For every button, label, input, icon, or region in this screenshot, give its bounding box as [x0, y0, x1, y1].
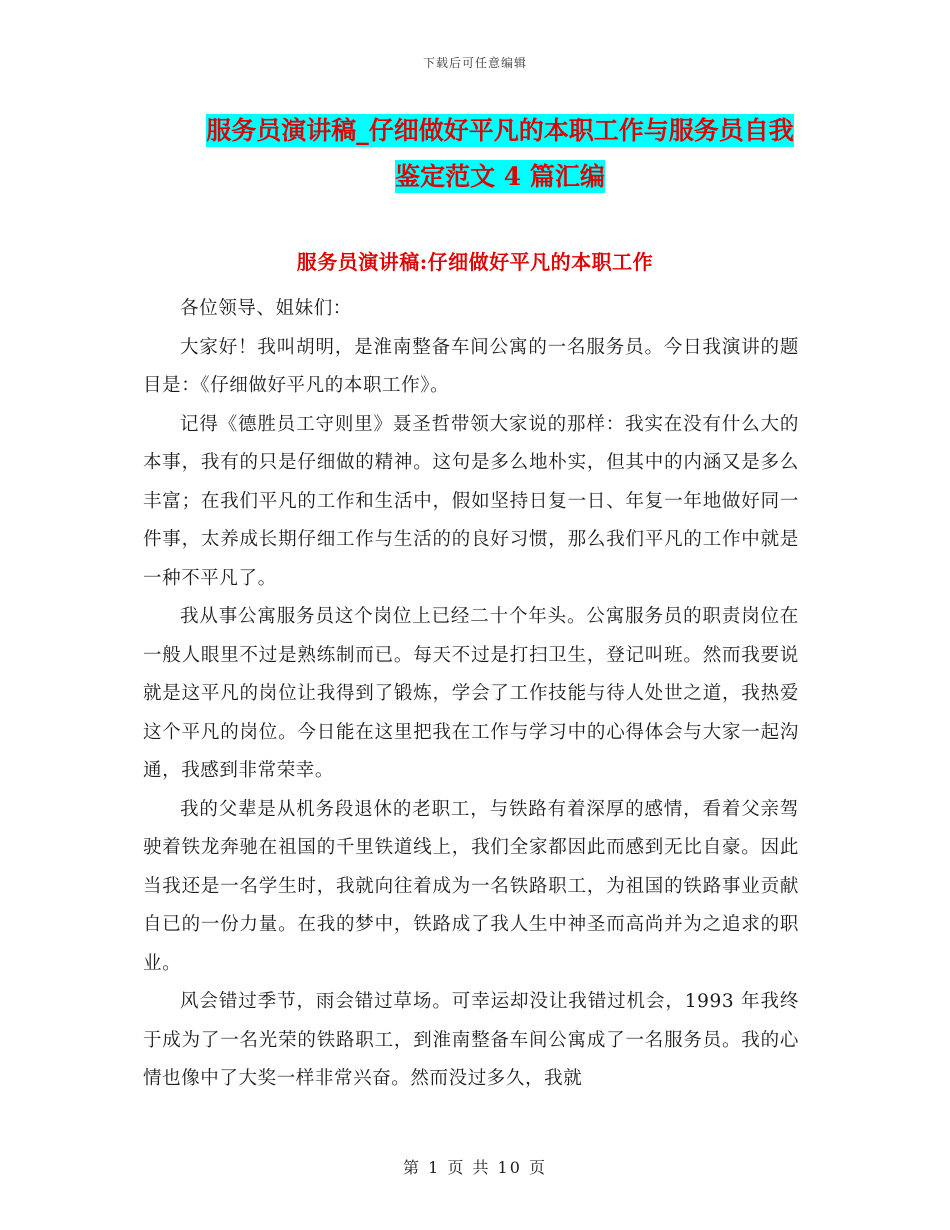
header-note: 下载后可任意编辑: [422, 56, 527, 70]
page-footer: 第 1 页 共 10 页: [403, 1158, 547, 1177]
document-title: [140, 108, 860, 200]
document-title-line-1: 服务员演讲稿_仔细做好平凡的本职工作与服务员自我: [206, 116, 794, 145]
paragraph: 我的父辈是从机务段退休的老职工，与铁路有着深厚的感情，看着父亲驾驶着铁龙奔驰在祖国的千里铁道线上，我们全家都因此而感到无比自豪。因此当我还是一名学生时，我就向往着成为一名铁路职工，为祖国的铁路事业贡献自已的一份力量。在我的梦中，铁路成了我人生中神圣而高尚并为之追求的职业。: [143, 798, 799, 974]
section-heading: 服务员演讲稿:仔细做好平凡的本职工作: [296, 250, 654, 274]
body-text: [143, 290, 799, 1099]
document-title-line-2: 鉴定范文 4 篇汇编: [395, 162, 605, 191]
paragraph: 风会错过季节，雨会错过草场。可幸运却没让我错过机会，1993 年我终于成为了一名光荣的铁路职工，到淮南整备车间公寓成了一名服务员。我的心情也像中了大奖一样非常兴奋。然而没过多久，我就: [143, 991, 799, 1089]
paragraph: 各位领导、姐妹们：: [180, 298, 352, 319]
paragraph: 我从事公寓服务员这个岗位上已经二十个年头。公寓服务员的职责岗位在一般人眼里不过是熟练制而已。每天不过是打扫卫生，登记叫班。然而我要说就是这平凡的岗位让我得到了锻炼，学会了工作技能与待人处世之道，我热爱这个平凡的岗位。今日能在这里把我在工作与学习中的心得体会与大家一起沟通，我感到非常荣幸。: [143, 606, 799, 781]
paragraph: 记得《德胜员工守则里》聂圣哲带领大家说的那样：我实在没有什么大的本事，我有的只是仔细做的精神。这句是多么地朴实，但其中的内涵又是多么丰富；在我们平凡的工作和生活中，假如坚持日复一日、年复一年地做好同一件事，太养成长期仔细工作与生活的的良好习惯，那么我们平凡的工作中就是一种不平凡了。: [143, 413, 799, 589]
paragraph: 大家好！我叫胡明，是淮南整备车间公寓的一名服务员。今日我演讲的题目是：《仔细做好平凡的本职工作》。: [143, 336, 799, 396]
